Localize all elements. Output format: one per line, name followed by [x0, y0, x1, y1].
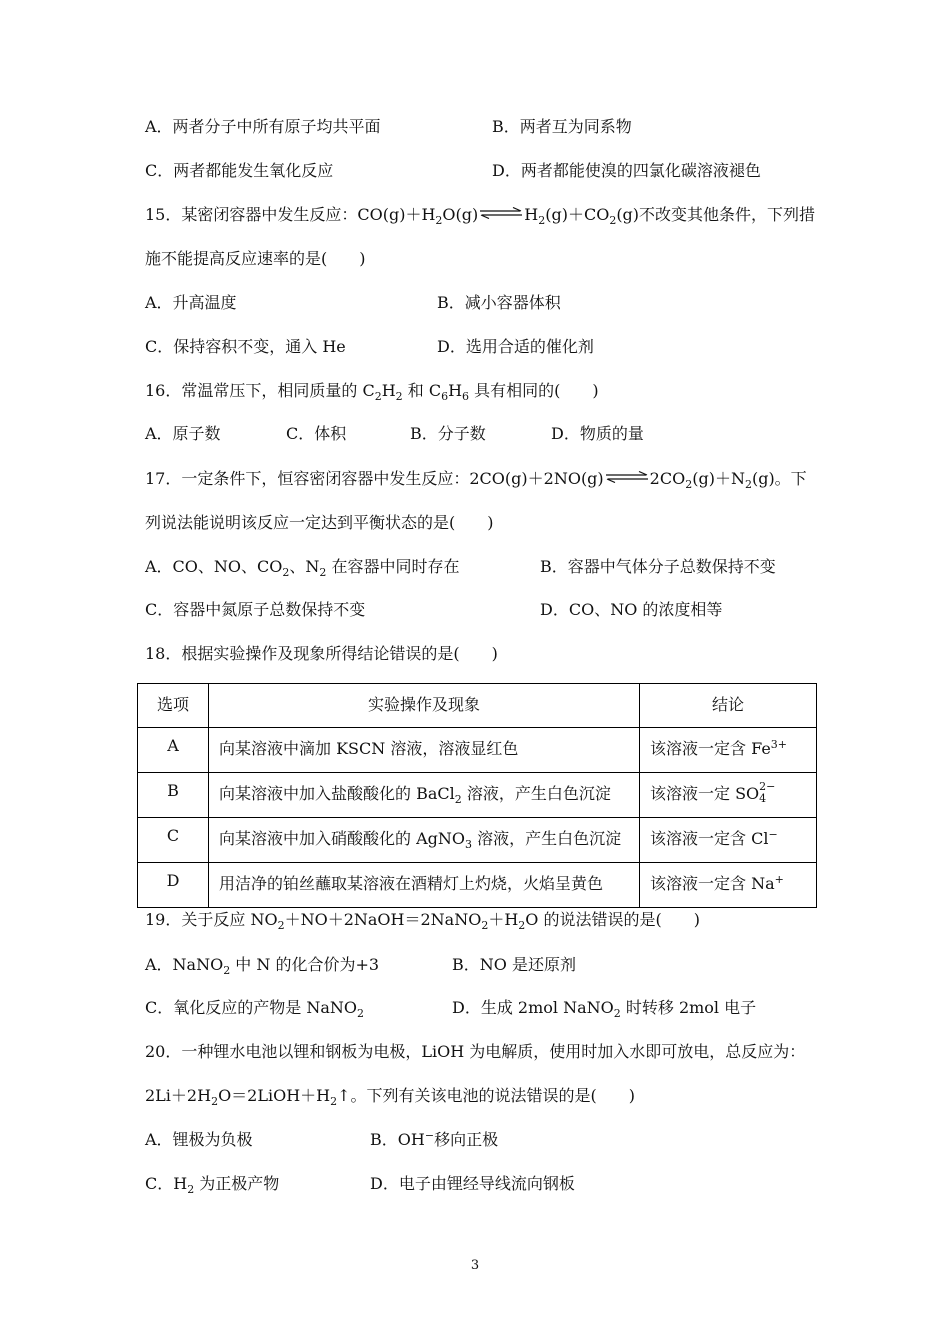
table-header-row [138, 684, 817, 728]
q14-option-b: B．两者互为同系物 [492, 117, 632, 136]
q16-option-a: A．原子数 [145, 424, 221, 443]
table-header-operation: 实验操作及现象 [209, 684, 640, 728]
q15-option-c: C．保持容积不变，通入 He [145, 337, 346, 356]
page-number: 3 [470, 1258, 480, 1273]
reversible-arrow-icon [479, 207, 523, 219]
q16-option-b: B．分子数 [410, 424, 486, 443]
q16-option-c: C．体积 [286, 424, 347, 443]
q20-option-b: B．OH−移向正极 [370, 1129, 499, 1149]
reversible-arrow-icon [605, 471, 649, 483]
q19-option-a: A．NaNO$_2$ 中 N 的化合价为+3 [145, 955, 380, 977]
q16-option-d: D．物质的量 [551, 424, 644, 443]
q19-stem: 19．关于反应 $NO_2+NO+2NaOH=2NaNO_2+H_2O$ 的说法错误的是( ) [145, 910, 700, 932]
row-conclusion: 该溶液一定含 $Fe^{3+}$ [640, 728, 817, 773]
table-row [138, 773, 817, 818]
q16-stem: 16．常温常压下，相同质量的 $C_2H_2$ 和 $C_6H_6$ 具有相同的( ) [145, 381, 599, 403]
row-option: B [138, 773, 209, 818]
q20-stem-line2: $2Li+2H_2O=2LiOH+H_2↑$。下列有关该电池的说法错误的是( ) [145, 1086, 636, 1108]
q15-option-a: A．升高温度 [145, 293, 237, 312]
q15-number: 15． [145, 205, 182, 224]
q15-option-b: B．减小容器体积 [437, 293, 561, 312]
q17-stem-line1: 17．一定条件下，恒容密闭容器中发生反应：2CO(g)＋2NO(g) $2CO_2(g)+N_2(g)$。下 [145, 469, 807, 491]
row-operation: 向某溶液中滴加 KSCN 溶液，溶液显红色 [209, 728, 640, 773]
table-row [138, 863, 817, 908]
q20-option-a: A．锂极为负极 [145, 1130, 253, 1149]
row-operation: 向某溶液中加入硝酸酸化的 AgNO$_3$ 溶液，产生白色沉淀 [209, 818, 640, 863]
q19-option-d: D．生成 2mol NaNO$_2$ 时转移 2mol 电子 [452, 998, 757, 1020]
q14-option-a: A．两者分子中所有原子均共平面 [145, 117, 381, 136]
row-conclusion: 该溶液一定 SO 2− 4 [640, 773, 817, 818]
q18-stem: 18．根据实验操作及现象所得结论错误的是( ) [145, 644, 498, 663]
row-option: A [138, 728, 209, 773]
q20-stem-line1: 20．一种锂水电池以锂和钢板为电极，LiOH 为电解质，使用时加入水即可放电，总反应为： [145, 1042, 806, 1061]
q15-stem-line1: 15．某密闭容器中发生反应：$CO(g)+H_2O(g)$ $H_2(g)+CO_2(g)$不改变其他条件，下列措 [145, 205, 816, 227]
row-option: D [138, 863, 209, 908]
q16-number: 16． [145, 381, 182, 400]
table-row [138, 818, 817, 863]
q17-option-a: A．CO、NO、$CO_2$、$N_2$ 在容器中同时存在 [145, 557, 460, 579]
q17-stem-line2: 列说法能说明该反应一定达到平衡状态的是( ) [145, 513, 494, 532]
row-conclusion: 该溶液一定含 Na+ [640, 863, 817, 908]
row-operation: 向某溶液中加入盐酸酸化的 BaCl$_2$ 溶液，产生白色沉淀 [209, 773, 640, 818]
q17-option-b: B．容器中气体分子总数保持不变 [540, 557, 776, 576]
q17-option-d: D．CO、NO 的浓度相等 [540, 600, 723, 619]
q14-option-d: D．两者都能使溴的四氯化碳溶液褪色 [492, 161, 761, 180]
row-option: C [138, 818, 209, 863]
table-header-option: 选项 [138, 684, 209, 728]
q20-option-d: D．电子由锂经导线流向钢板 [370, 1174, 575, 1193]
q19-option-c: C．氧化反应的产物是 NaNO$_2$ [145, 998, 364, 1020]
row-operation: 用洁净的铂丝蘸取某溶液在酒精灯上灼烧，火焰呈黄色 [209, 863, 640, 908]
q15-stem-line2: 施不能提高反应速率的是( ) [145, 249, 366, 268]
row-conclusion: 该溶液一定含 Cl− [640, 818, 817, 863]
table-row [138, 728, 817, 773]
q20-option-c: C．$H_2$ 为正极产物 [145, 1174, 280, 1196]
q19-option-b: B．NO 是还原剂 [452, 955, 576, 974]
q14-option-c: C．两者都能发生氧化反应 [145, 161, 334, 180]
experiment-table [137, 683, 817, 908]
table-header-conclusion: 结论 [640, 684, 817, 728]
q17-number: 17． [145, 469, 182, 488]
q15-option-d: D．选用合适的催化剂 [437, 337, 594, 356]
q17-option-c: C．容器中氮原子总数保持不变 [145, 600, 366, 619]
